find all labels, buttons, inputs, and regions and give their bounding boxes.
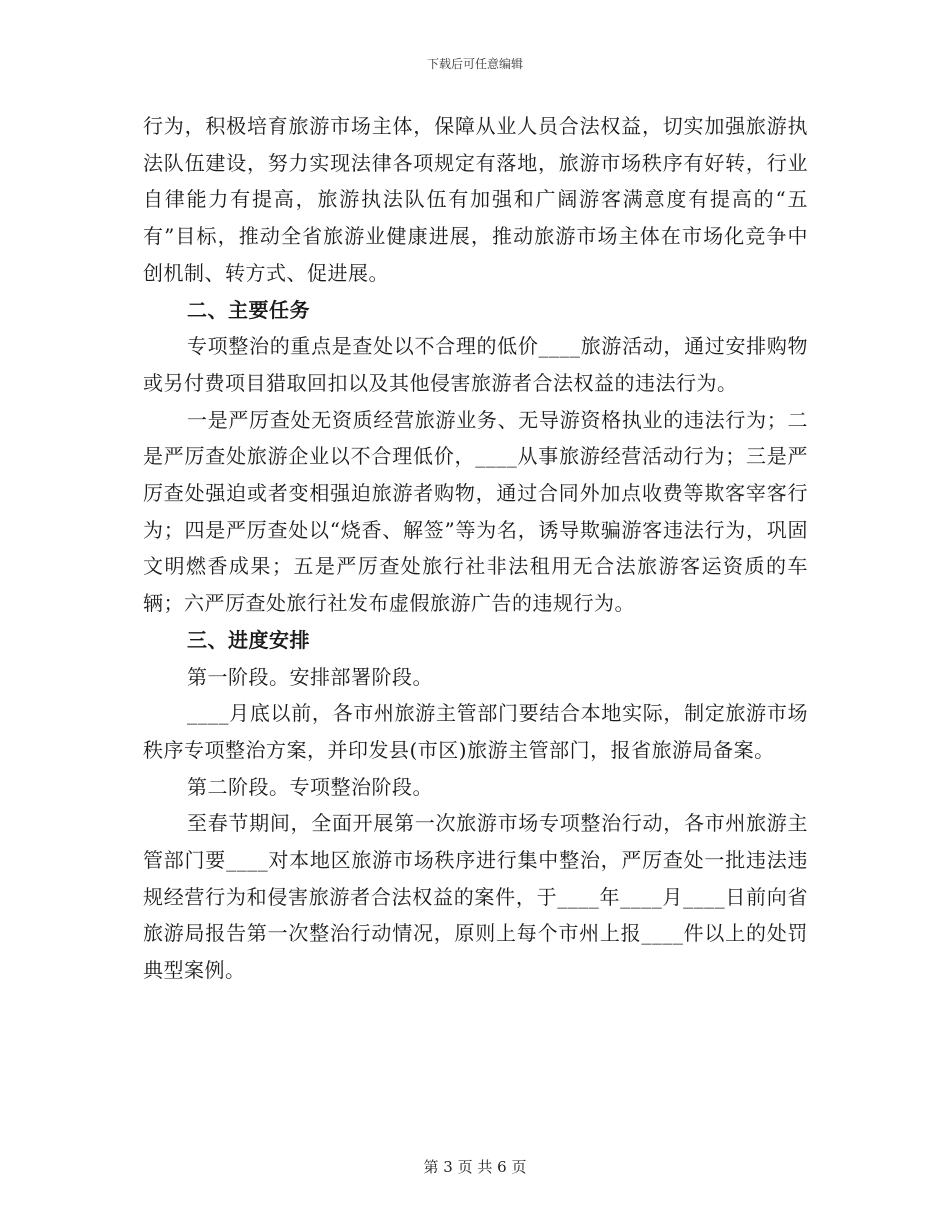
paragraph-stage-two-detail: 至春节期间，全面开展第一次旅游市场专项整治行动，各市州旅游主管部门要____对本地区旅游市场秩序进行集中整治，严厉查处一批违法违规经营行为和侵害旅游者合法权益的案件，于____年____月____日前向省旅游局报告第一次整治行动情况，原则上每个市州上报____件以上的处罚典型案例。 — [143, 811, 808, 983]
paragraph-stage-one-detail: ____月底以前，各市州旅游主管部门要结合本地实际，制定旅游市场秩序专项整治方案，并印发县(市区)旅游主管部门，报省旅游局备案。 — [143, 701, 808, 762]
section-heading-main-tasks: 二、主要任务 — [187, 297, 310, 322]
paragraph-stage-one: 第一阶段。安排部署阶段。 — [187, 664, 433, 689]
paragraph-focus: 专项整治的重点是查处以不合理的低价____旅游活动，通过安排购物或另付费项目猎取回扣以及其他侵害旅游者合法权益的违法行为。 — [143, 334, 808, 395]
page-number: 第 3 页 共 6 页 — [423, 1158, 527, 1176]
paragraph-stage-two: 第二阶段。专项整治阶段。 — [187, 774, 433, 799]
section-heading-schedule: 三、进度安排 — [187, 627, 310, 652]
document-body — [143, 108, 808, 989]
paragraph-intro-continued: 行为，积极培育旅游市场主体，保障从业人员合法权益，切实加强旅游执法队伍建设，努力实现法律各项规定有落地，旅游市场秩序有好转，行业自律能力有提高，旅游执法队伍有加强和广阔游客满意度有提高的“五有”目标，推动全省旅游业健康进展，推动旅游市场主体在市场化竞争中创机制、转方式、促进展。 — [143, 114, 808, 285]
paragraph-task-list: 一是严厉查处无资质经营旅游业务、无导游资格执业的违法行为；二是严厉查处旅游企业以不合理低价，____从事旅游经营活动行为；三是严厉查处强迫或者变相强迫旅游者购物，通过合同外加点收费等欺客宰客行为；四是严厉查处以“烧香、解签”等为名，诱导欺骗游客违法行为，巩固文明燃香成果；五是严厉查处旅行社非法租用无合法旅游客运资质的车辆；六严厉查处旅行社发布虚假旅游广告的违规行为。 — [143, 407, 808, 616]
page-header: 下载后可任意编辑 — [426, 57, 523, 71]
